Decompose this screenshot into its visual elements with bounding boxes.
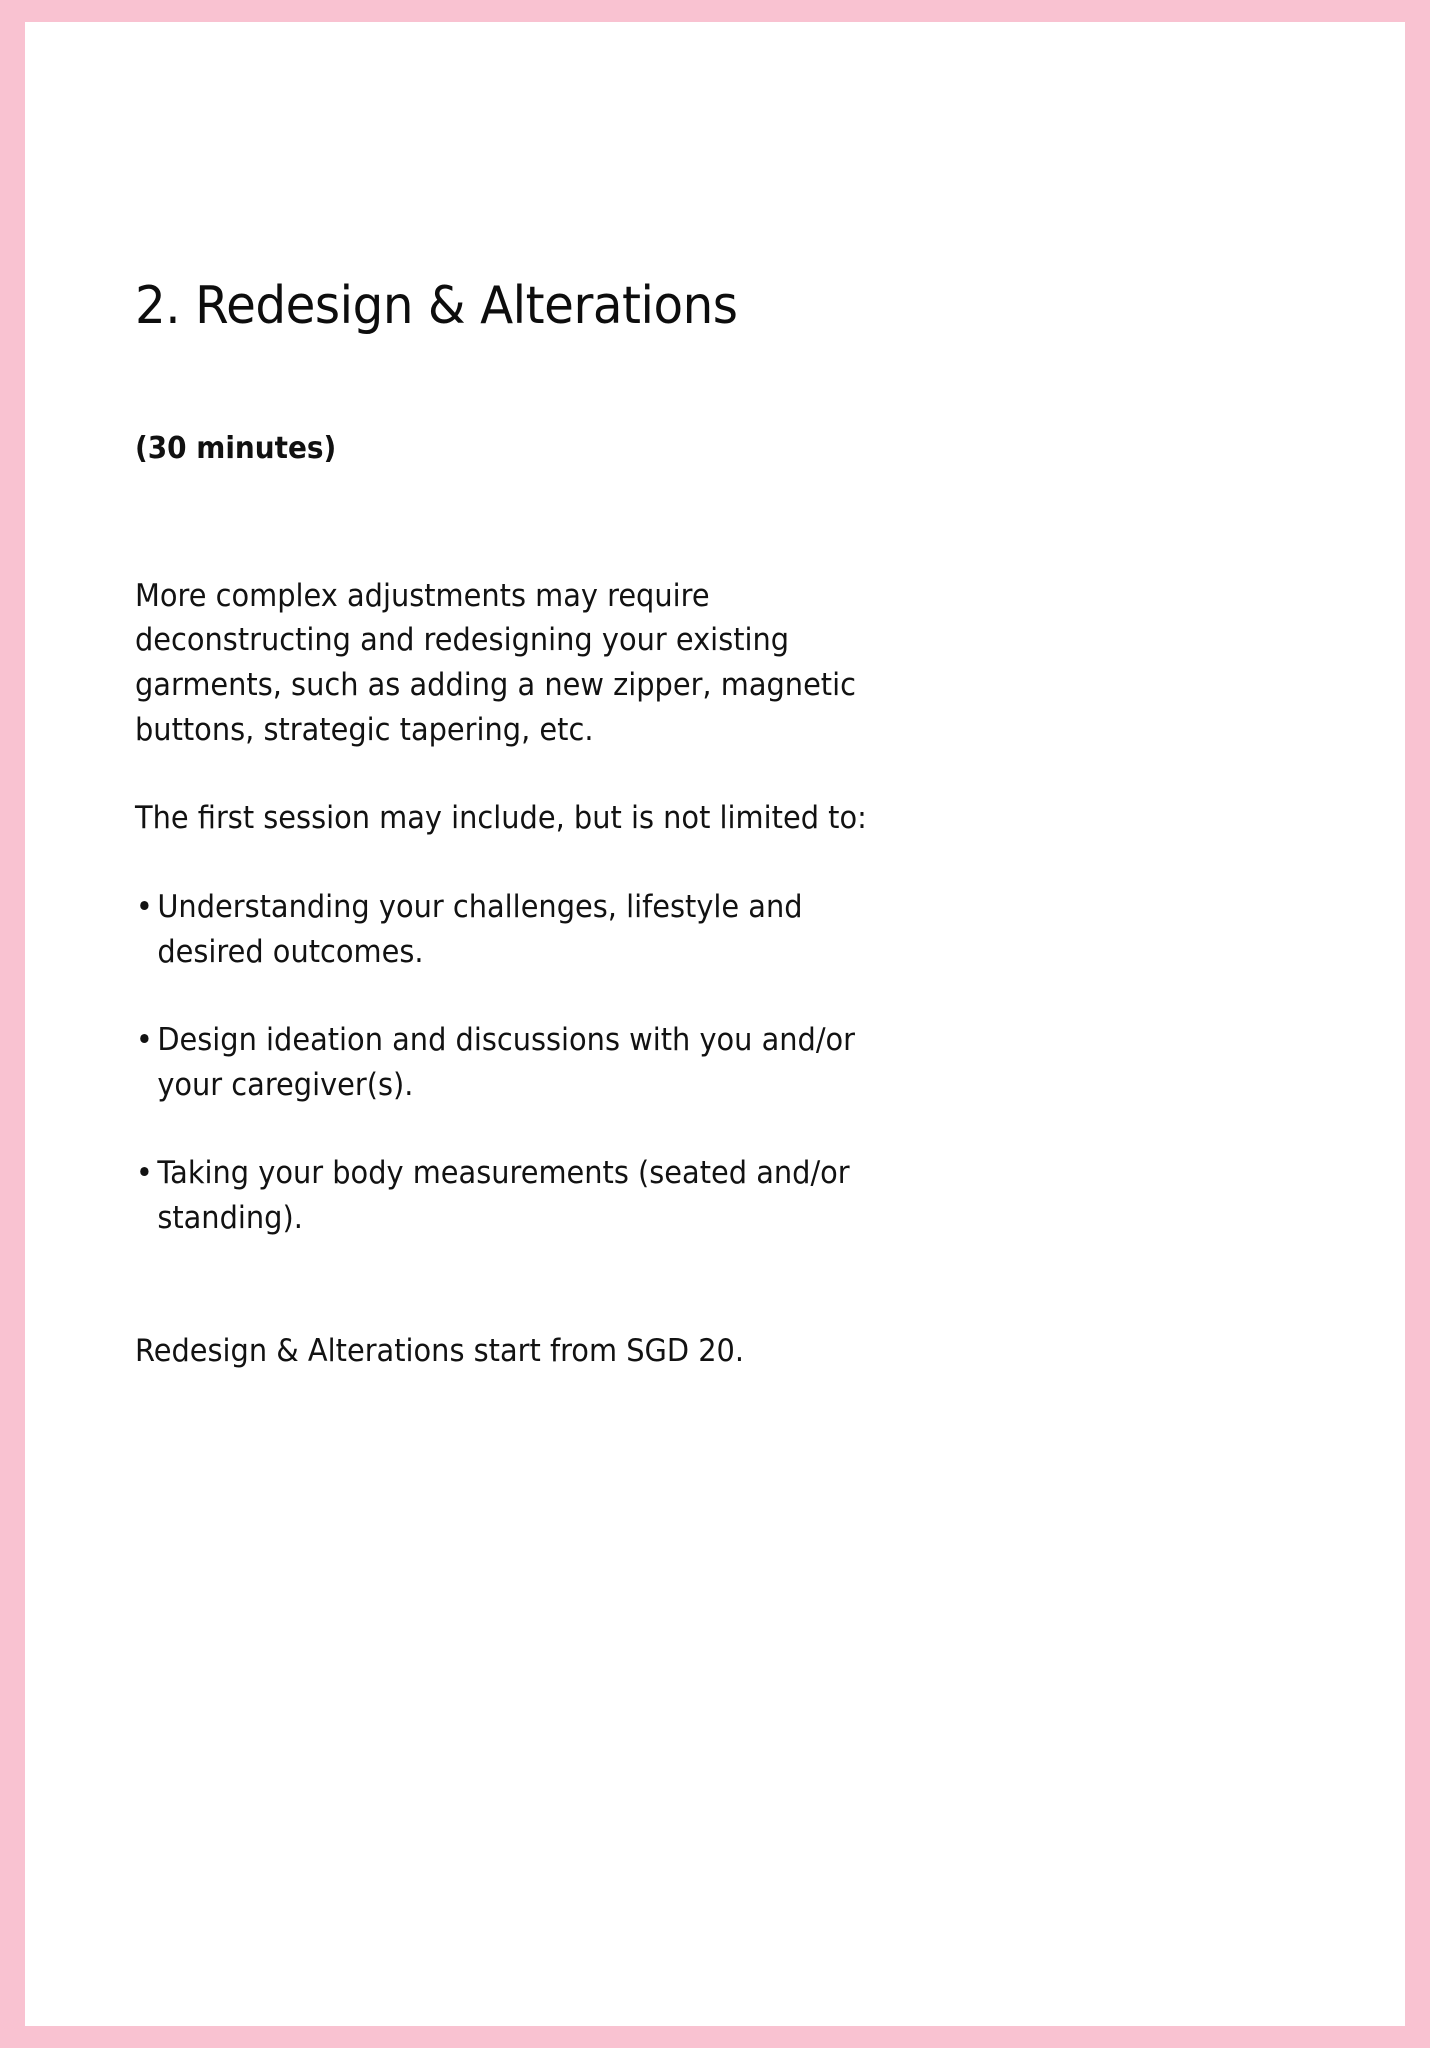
list-item [135, 1018, 892, 1107]
document-content [135, 277, 1085, 1373]
bullet-dot-icon: • [135, 1155, 153, 1192]
list-item-label: Taking your body measurements (seated and/or standing). [157, 1155, 850, 1237]
bullet-dot-icon: • [135, 888, 153, 925]
list-item-label: Design ideation and discussions with you and/or your caregiver(s). [157, 1022, 856, 1103]
list-item [135, 885, 892, 974]
page-sheet [25, 22, 1405, 2026]
session-inclusions-list [135, 841, 1085, 1241]
list-item-label: Understanding your challenges, lifestyle and desired outcomes. [157, 888, 803, 970]
body-block [135, 466, 1085, 1374]
session-duration: (30 minutes) [135, 430, 337, 466]
list-item [135, 1151, 892, 1240]
page-title: 2. Redesign & Alterations [135, 276, 738, 336]
bullet-dot-icon: • [135, 1022, 153, 1059]
lead-in-text: The first session may include, but is not limited to: [135, 800, 867, 837]
pricing-statement: Redesign & Alterations start from SGD 20. [135, 1332, 745, 1369]
intro-paragraph: More complex adjustments may require deconstructing and redesigning your existing garments, such as adding a new zipper, magnetic buttons, strategic tapering, etc. [135, 577, 856, 748]
